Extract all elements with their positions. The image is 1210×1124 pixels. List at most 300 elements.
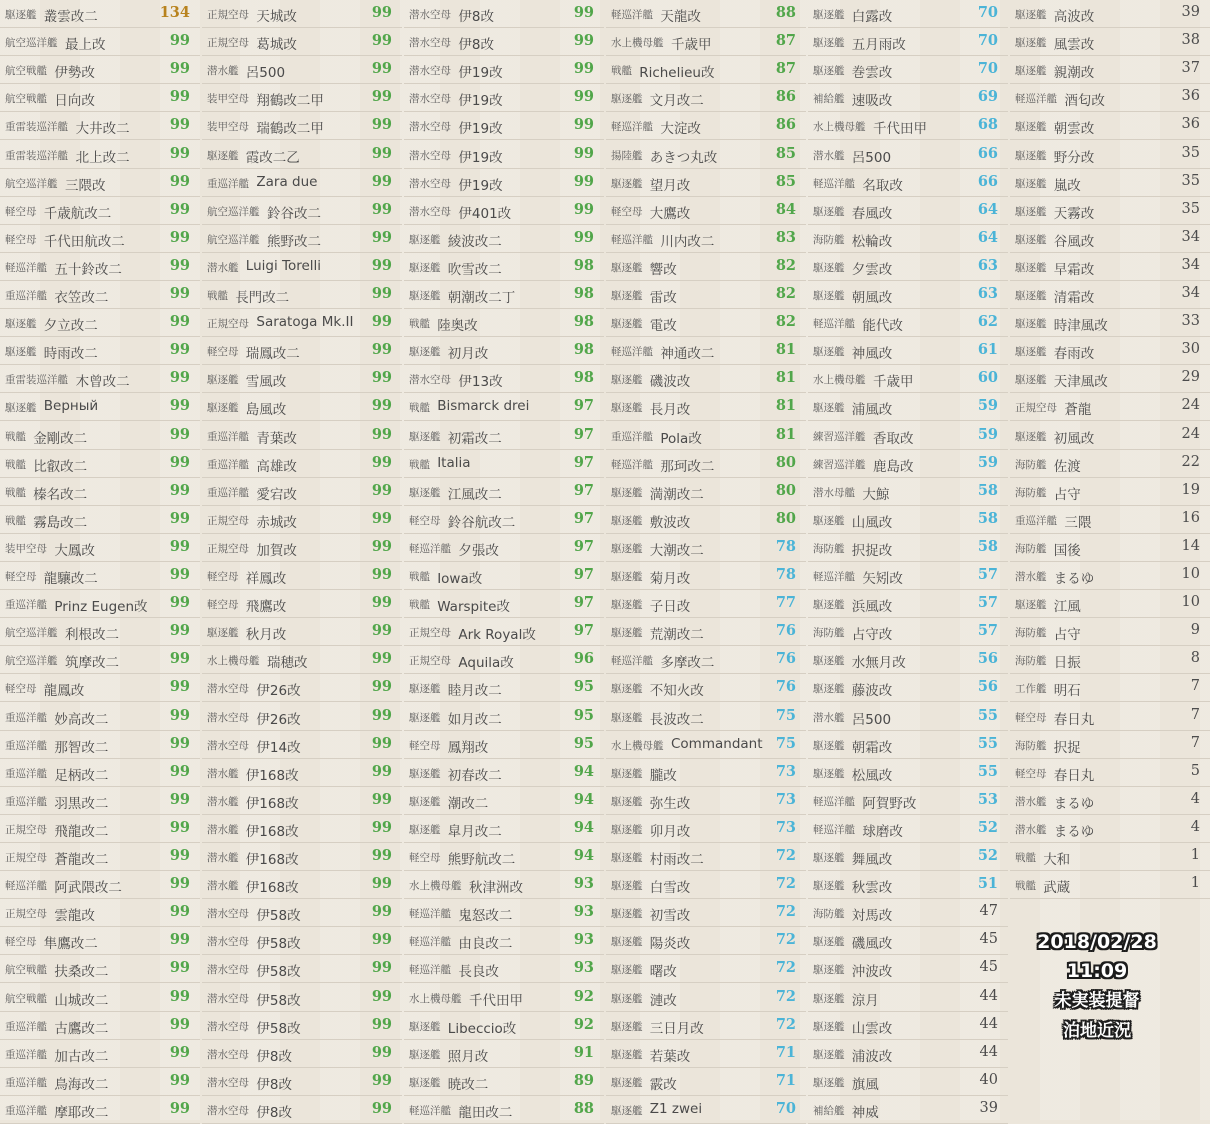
ship-type: 軽空母 bbox=[207, 346, 239, 358]
ship-type: 軽巡洋艦 bbox=[409, 908, 451, 920]
ship-level: 99 bbox=[169, 313, 190, 330]
ship-type: 駆逐艦 bbox=[813, 262, 845, 274]
ship-row bbox=[0, 393, 200, 421]
ship-name: 香取改 bbox=[873, 431, 914, 447]
ship-name: 占守 bbox=[1053, 627, 1081, 643]
ship-level: 58 bbox=[977, 482, 998, 499]
ship-name: 山雲改 bbox=[851, 1021, 893, 1037]
ship-row bbox=[606, 112, 806, 140]
ship-name: 羽黒改二 bbox=[54, 796, 109, 812]
ship-type: 戦艦 bbox=[5, 431, 26, 443]
ship-name: 比叡改二 bbox=[33, 459, 88, 475]
ship-name: 伊168改 bbox=[245, 880, 299, 896]
ship-row bbox=[1010, 478, 1210, 506]
ship-row bbox=[0, 759, 200, 787]
ship-name: 鳥海改二 bbox=[54, 1077, 109, 1093]
ship-type: 装甲空母 bbox=[207, 93, 249, 105]
ship-name: 伊19改 bbox=[458, 150, 503, 166]
ship-row bbox=[404, 1068, 604, 1096]
ship-name: 子日改 bbox=[649, 599, 691, 615]
ship-type: 重巡洋艦 bbox=[5, 1049, 47, 1061]
ship-name: 飛龍改二 bbox=[54, 824, 109, 840]
ship-type: 重巡洋艦 bbox=[5, 1105, 47, 1117]
ship-name: 早霜改 bbox=[1053, 262, 1095, 278]
ship-name: 浦波改 bbox=[851, 1049, 893, 1065]
ship-name: 吹雪改二 bbox=[447, 262, 502, 278]
ship-type: 駆逐艦 bbox=[813, 346, 845, 358]
ship-level: 61 bbox=[977, 341, 998, 358]
ship-level: 99 bbox=[573, 229, 594, 246]
ship-level: 99 bbox=[371, 931, 392, 948]
ship-type: 駆逐艦 bbox=[409, 290, 441, 302]
ship-level: 86 bbox=[775, 88, 796, 105]
ship-type: 駆逐艦 bbox=[813, 964, 845, 976]
ship-level: 62 bbox=[977, 313, 998, 330]
ship-row bbox=[0, 1040, 200, 1068]
ship-name: 親潮改 bbox=[1053, 65, 1095, 81]
ship-name: 天津風改 bbox=[1053, 374, 1108, 390]
ship-type: 駆逐艦 bbox=[611, 290, 643, 302]
ship-row bbox=[202, 422, 402, 450]
ship-name: 秋雲改 bbox=[851, 880, 893, 896]
ship-row bbox=[606, 309, 806, 337]
ship-type: 駆逐艦 bbox=[409, 1077, 441, 1089]
ship-name: 敷波改 bbox=[649, 515, 691, 531]
ship-type: 駆逐艦 bbox=[409, 346, 441, 358]
ship-type: 駆逐艦 bbox=[611, 262, 643, 274]
ship-name: Bismarck drei bbox=[437, 398, 530, 414]
ship-type: 潜水艦 bbox=[207, 852, 239, 864]
ship-name: 千代田甲 bbox=[873, 121, 927, 137]
ship-level: 99 bbox=[169, 1072, 190, 1089]
ship-row bbox=[808, 674, 1008, 702]
ship-level: 4 bbox=[1190, 791, 1200, 807]
ship-type: 駆逐艦 bbox=[611, 964, 643, 976]
ship-name: 日向改 bbox=[54, 93, 95, 109]
ship-name: 荒潮改二 bbox=[649, 627, 704, 643]
ship-column-5 bbox=[808, 0, 1009, 1120]
ship-row bbox=[808, 450, 1008, 478]
ship-level: 99 bbox=[371, 369, 392, 386]
ship-level: 71 bbox=[775, 1044, 796, 1061]
ship-type: 重巡洋艦 bbox=[5, 1077, 47, 1089]
ship-type: 潜水艦 bbox=[207, 796, 239, 808]
ship-row bbox=[606, 141, 806, 169]
ship-level: 99 bbox=[371, 32, 392, 49]
ship-row bbox=[1010, 534, 1210, 562]
ship-name: 伊26改 bbox=[256, 712, 301, 728]
ship-name: 瑞鳳改二 bbox=[245, 346, 300, 362]
ship-row bbox=[606, 169, 806, 197]
ship-name: 大和 bbox=[1043, 852, 1071, 868]
ship-level: 92 bbox=[573, 988, 594, 1005]
ship-type: 航空巡洋艦 bbox=[5, 655, 58, 667]
ship-type: 駆逐艦 bbox=[611, 768, 643, 780]
ship-type: 戦艦 bbox=[409, 571, 430, 583]
ship-name: 大鷹改 bbox=[649, 206, 691, 222]
ship-level: 97 bbox=[573, 482, 594, 499]
ship-row bbox=[1010, 422, 1210, 450]
ship-type: 海防艦 bbox=[1015, 543, 1047, 555]
ship-name: 天龍改 bbox=[660, 9, 701, 25]
ship-row bbox=[606, 562, 806, 590]
ship-row bbox=[404, 450, 604, 478]
ship-type: 軽巡洋艦 bbox=[813, 178, 855, 190]
ship-name: 神風改 bbox=[851, 346, 893, 362]
ship-level: 19 bbox=[1181, 482, 1200, 498]
ship-row bbox=[404, 590, 604, 618]
ship-type: 駆逐艦 bbox=[611, 908, 643, 920]
ship-type: 潜水艦 bbox=[1015, 571, 1047, 583]
ship-type: 重雷装巡洋艦 bbox=[5, 121, 68, 133]
ship-level: 94 bbox=[573, 847, 594, 864]
ship-row bbox=[1010, 309, 1210, 337]
ship-type: 潜水艦 bbox=[207, 65, 239, 77]
ship-type: 駆逐艦 bbox=[611, 1049, 643, 1061]
ship-type: 重巡洋艦 bbox=[611, 431, 653, 443]
ship-level: 99 bbox=[371, 988, 392, 1005]
ship-name: 金剛改二 bbox=[33, 431, 88, 447]
ship-type: 戦艦 bbox=[409, 402, 430, 414]
ship-row bbox=[606, 337, 806, 365]
ship-name: 伊26改 bbox=[256, 683, 301, 699]
ship-name: Prinz Eugen改 bbox=[54, 599, 148, 615]
ship-name: 伊8改 bbox=[256, 1105, 292, 1121]
ship-level: 1 bbox=[1190, 875, 1200, 891]
ship-level: 99 bbox=[169, 594, 190, 611]
ship-row bbox=[808, 1012, 1008, 1040]
ship-name: Верный bbox=[43, 398, 99, 414]
ship-name: 伊勢改 bbox=[54, 65, 95, 81]
ship-level: 73 bbox=[775, 791, 796, 808]
ship-level: 99 bbox=[169, 285, 190, 302]
ship-row bbox=[606, 731, 806, 759]
ship-level: 99 bbox=[371, 482, 392, 499]
ship-type: 駆逐艦 bbox=[409, 431, 441, 443]
ship-row bbox=[202, 759, 402, 787]
ship-type: 潜水空母 bbox=[207, 993, 249, 1005]
ship-row bbox=[808, 871, 1008, 899]
ship-type: 駆逐艦 bbox=[409, 262, 441, 274]
ship-name: 秋津洲改 bbox=[469, 880, 523, 896]
ship-level: 99 bbox=[169, 791, 190, 808]
ship-name: 筑摩改二 bbox=[65, 655, 119, 671]
ship-level: 56 bbox=[977, 678, 998, 695]
ship-row bbox=[606, 365, 806, 393]
ship-row bbox=[0, 365, 200, 393]
ship-level: 78 bbox=[775, 566, 796, 583]
ship-type: 軽巡洋艦 bbox=[813, 796, 855, 808]
ship-type: 駆逐艦 bbox=[409, 712, 441, 724]
ship-row bbox=[606, 618, 806, 646]
ship-type: 駆逐艦 bbox=[813, 655, 845, 667]
ship-level: 96 bbox=[573, 650, 594, 667]
ship-name: 伊19改 bbox=[458, 121, 503, 137]
ship-level: 22 bbox=[1181, 454, 1200, 470]
ship-type: 軽空母 bbox=[5, 206, 37, 218]
ship-name: 那智改二 bbox=[54, 740, 109, 756]
ship-row bbox=[202, 506, 402, 534]
ship-row bbox=[0, 899, 200, 927]
ship-row bbox=[0, 197, 200, 225]
ship-level: 44 bbox=[979, 988, 998, 1004]
ship-name: 龍鳳改 bbox=[43, 683, 85, 699]
ship-row bbox=[606, 646, 806, 674]
ship-name: 五月雨改 bbox=[851, 37, 906, 53]
ship-level: 99 bbox=[371, 819, 392, 836]
ship-name: まるゆ bbox=[1053, 796, 1095, 812]
ship-row bbox=[202, 450, 402, 478]
ship-type: 海防艦 bbox=[813, 908, 845, 920]
ship-row bbox=[808, 141, 1008, 169]
ship-type: 潜水空母 bbox=[207, 964, 249, 976]
ship-row bbox=[404, 1040, 604, 1068]
ship-level: 8 bbox=[1190, 650, 1200, 666]
ship-type: 駆逐艦 bbox=[1015, 290, 1047, 302]
ship-type: 重巡洋艦 bbox=[5, 740, 47, 752]
ship-level: 99 bbox=[169, 88, 190, 105]
ship-row bbox=[404, 253, 604, 281]
ship-type: 軽空母 bbox=[5, 683, 37, 695]
ship-row bbox=[0, 84, 200, 112]
ship-row bbox=[808, 843, 1008, 871]
stamp-time: 11:09 bbox=[1066, 960, 1128, 982]
ship-row bbox=[404, 506, 604, 534]
ship-row bbox=[404, 703, 604, 731]
ship-type: 駆逐艦 bbox=[611, 178, 643, 190]
ship-name: 叢雲改二 bbox=[43, 9, 98, 25]
ship-level: 99 bbox=[169, 482, 190, 499]
ship-type: 練習巡洋艦 bbox=[813, 431, 866, 443]
ship-name: 摩耶改二 bbox=[54, 1105, 109, 1121]
ship-type: 潜水空母 bbox=[409, 150, 451, 162]
ship-level: 93 bbox=[573, 903, 594, 920]
ship-name: 日振 bbox=[1053, 655, 1081, 671]
ship-level: 97 bbox=[573, 538, 594, 555]
ship-type: 航空巡洋艦 bbox=[5, 178, 58, 190]
ship-name: 天城改 bbox=[256, 9, 297, 25]
ship-row bbox=[404, 646, 604, 674]
ship-type: 練習巡洋艦 bbox=[813, 459, 866, 471]
ship-type: 装甲空母 bbox=[207, 121, 249, 133]
ship-level: 99 bbox=[573, 145, 594, 162]
ship-level: 99 bbox=[371, 875, 392, 892]
ship-type: 航空戦艦 bbox=[5, 65, 47, 77]
ship-type: 戦艦 bbox=[409, 318, 430, 330]
ship-level: 81 bbox=[775, 397, 796, 414]
ship-type: 駆逐艦 bbox=[409, 1021, 441, 1033]
ship-name: 江風改二 bbox=[447, 487, 502, 503]
ship-name: 龍驤改二 bbox=[43, 571, 98, 587]
ship-type: 駆逐艦 bbox=[1015, 374, 1047, 386]
ship-name: 卯月改 bbox=[649, 824, 691, 840]
ship-level: 34 bbox=[1181, 285, 1200, 301]
ship-name: 初雪改 bbox=[649, 908, 691, 924]
ship-name: 雪風改 bbox=[245, 374, 287, 390]
ship-row bbox=[1010, 281, 1210, 309]
ship-type: 駆逐艦 bbox=[5, 346, 37, 358]
ship-row bbox=[202, 84, 402, 112]
ship-name: 浜風改 bbox=[851, 599, 893, 615]
ship-name: 伊13改 bbox=[458, 374, 503, 390]
ship-type: 潜水空母 bbox=[207, 936, 249, 948]
ship-level: 44 bbox=[979, 1016, 998, 1032]
ship-name: 皐月改二 bbox=[447, 824, 502, 840]
ship-type: 正規空母 bbox=[409, 627, 451, 639]
ship-name: 榛名改二 bbox=[33, 487, 88, 503]
ship-type: 駆逐艦 bbox=[1015, 262, 1047, 274]
ship-row bbox=[808, 1040, 1008, 1068]
ship-name: 春日丸 bbox=[1053, 712, 1095, 728]
ship-type: 戦艦 bbox=[409, 599, 430, 611]
ship-name: Luigi Torelli bbox=[245, 258, 322, 274]
ship-type: 海防艦 bbox=[1015, 740, 1047, 752]
ship-level: 98 bbox=[573, 369, 594, 386]
ship-row bbox=[404, 309, 604, 337]
ship-type: 軽巡洋艦 bbox=[813, 571, 855, 583]
ship-level: 99 bbox=[169, 875, 190, 892]
ship-name: 陸奥改 bbox=[437, 318, 478, 334]
ship-row bbox=[404, 0, 604, 28]
ship-name: 呂500 bbox=[851, 712, 892, 728]
ship-row bbox=[0, 309, 200, 337]
ship-level: 80 bbox=[775, 482, 796, 499]
ship-type: 駆逐艦 bbox=[813, 740, 845, 752]
ship-type: 重巡洋艦 bbox=[5, 1021, 47, 1033]
ship-name: まるゆ bbox=[1053, 571, 1095, 587]
ship-name: 熊野航改二 bbox=[447, 852, 516, 868]
ship-name: 大井改二 bbox=[75, 121, 130, 137]
ship-row bbox=[404, 843, 604, 871]
ship-row bbox=[202, 197, 402, 225]
ship-name: 雷改 bbox=[649, 290, 677, 306]
ship-name: 伊168改 bbox=[245, 852, 299, 868]
ship-level: 95 bbox=[573, 735, 594, 752]
ship-type: 重巡洋艦 bbox=[207, 431, 249, 443]
ship-row bbox=[404, 674, 604, 702]
ship-row bbox=[606, 674, 806, 702]
ship-level: 99 bbox=[169, 397, 190, 414]
ship-type: 軽空母 bbox=[207, 571, 239, 583]
ship-name: まるゆ bbox=[1053, 824, 1095, 840]
ship-type: 駆逐艦 bbox=[611, 599, 643, 611]
ship-type: 駆逐艦 bbox=[611, 936, 643, 948]
ship-name: 三隈改 bbox=[65, 178, 106, 194]
ship-type: 潜水艦 bbox=[207, 768, 239, 780]
ship-row bbox=[808, 787, 1008, 815]
ship-type: 駆逐艦 bbox=[5, 318, 37, 330]
ship-name: 能代改 bbox=[862, 318, 903, 334]
ship-name: 占守 bbox=[1053, 487, 1081, 503]
ship-type: 正規空母 bbox=[1015, 402, 1057, 414]
ship-level: 44 bbox=[979, 1044, 998, 1060]
date-stamp bbox=[1012, 928, 1182, 1046]
ship-level: 69 bbox=[977, 88, 998, 105]
ship-row bbox=[0, 1012, 200, 1040]
ship-name: 鬼怒改二 bbox=[458, 908, 513, 924]
ship-type: 潜水空母 bbox=[207, 683, 249, 695]
ship-name: 夕立改二 bbox=[43, 318, 98, 334]
ship-row bbox=[0, 646, 200, 674]
ship-row bbox=[0, 478, 200, 506]
ship-name: 瑞鶴改二甲 bbox=[256, 121, 324, 137]
ship-column-1 bbox=[0, 0, 201, 1120]
ship-level: 45 bbox=[979, 959, 998, 975]
ship-name: 夕雲改 bbox=[851, 262, 893, 278]
ship-name: 松風改 bbox=[851, 768, 893, 784]
ship-name: 隼鷹改二 bbox=[43, 936, 98, 952]
ship-level: 99 bbox=[169, 678, 190, 695]
ship-level: 93 bbox=[573, 931, 594, 948]
ship-type: 海防艦 bbox=[1015, 459, 1047, 471]
ship-row bbox=[606, 787, 806, 815]
ship-type: 水上機母艦 bbox=[813, 374, 866, 386]
ship-name: 霰改 bbox=[649, 1077, 677, 1093]
ship-level: 30 bbox=[1181, 341, 1200, 357]
ship-level: 70 bbox=[775, 1100, 796, 1117]
ship-level: 99 bbox=[371, 60, 392, 77]
ship-type: 潜水母艦 bbox=[813, 487, 855, 499]
ship-name: 蒼龍改二 bbox=[54, 852, 109, 868]
ship-name: 初春改二 bbox=[447, 768, 502, 784]
ship-name: 伊401改 bbox=[458, 206, 512, 222]
ship-row bbox=[606, 56, 806, 84]
ship-level: 99 bbox=[169, 735, 190, 752]
ship-type: 水上機母艦 bbox=[611, 740, 664, 752]
ship-type: 海防艦 bbox=[813, 543, 845, 555]
ship-row bbox=[202, 590, 402, 618]
ship-name: 江風 bbox=[1053, 599, 1081, 615]
ship-type: 重巡洋艦 bbox=[5, 290, 47, 302]
ship-type: 潜水空母 bbox=[207, 1021, 249, 1033]
ship-level: 52 bbox=[977, 847, 998, 864]
ship-row bbox=[1010, 112, 1210, 140]
ship-type: 潜水空母 bbox=[207, 740, 249, 752]
ship-name: 磯波改 bbox=[649, 374, 691, 390]
ship-name: 名取改 bbox=[862, 178, 903, 194]
ship-row bbox=[808, 197, 1008, 225]
ship-row bbox=[808, 646, 1008, 674]
ship-level: 99 bbox=[169, 510, 190, 527]
ship-row bbox=[606, 534, 806, 562]
ship-name: 択捉改 bbox=[851, 543, 893, 559]
ship-name: 神威 bbox=[851, 1105, 879, 1121]
ship-level: 63 bbox=[977, 285, 998, 302]
ship-level: 99 bbox=[169, 229, 190, 246]
ship-name: 清霜改 bbox=[1053, 290, 1095, 306]
ship-type: 軽巡洋艦 bbox=[409, 964, 451, 976]
ship-level: 7 bbox=[1190, 707, 1200, 723]
ship-name: 加賀改 bbox=[256, 543, 297, 559]
ship-level: 63 bbox=[977, 257, 998, 274]
ship-name: 酒匂改 bbox=[1064, 93, 1105, 109]
ship-row bbox=[202, 899, 402, 927]
ship-name: 木曾改二 bbox=[75, 374, 130, 390]
ship-level: 99 bbox=[371, 707, 392, 724]
ship-row bbox=[404, 787, 604, 815]
ship-type: 装甲空母 bbox=[5, 543, 47, 555]
ship-level: 99 bbox=[169, 988, 190, 1005]
ship-type: 重巡洋艦 bbox=[5, 712, 47, 724]
ship-type: 駆逐艦 bbox=[1015, 431, 1047, 443]
ship-level: 99 bbox=[169, 538, 190, 555]
ship-row bbox=[1010, 562, 1210, 590]
ship-level: 76 bbox=[775, 678, 796, 695]
ship-row bbox=[1010, 590, 1210, 618]
ship-row bbox=[0, 871, 200, 899]
ship-row bbox=[808, 393, 1008, 421]
ship-level: 58 bbox=[977, 538, 998, 555]
